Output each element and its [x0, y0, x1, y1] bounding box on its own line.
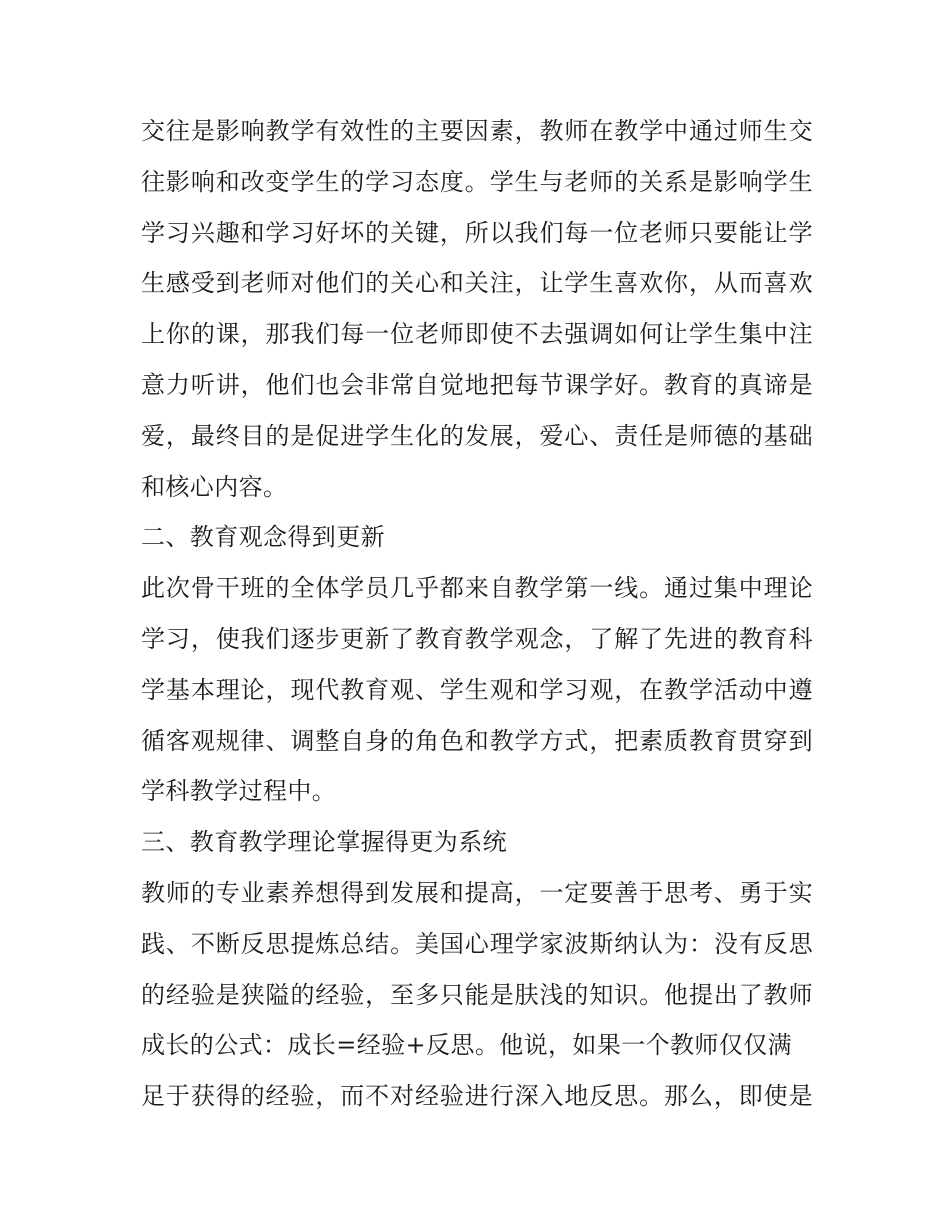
- text-line-14: 学科教学过程中。: [141, 777, 337, 806]
- text-line-7: 爱，最终目的是促进学生化的发展，爱心、责任是师德的基础: [141, 421, 813, 450]
- text-line-20: 足于获得的经验，而不对经验进行深入地反思。那么，即使是: [141, 1082, 813, 1111]
- text-line-5: 上你的课，那我们每一位老师即使不去强调如何让学生集中注: [141, 320, 813, 349]
- text-line-16: 教师的专业素养想得到发展和提高，一定要善于思考、勇于实: [141, 878, 813, 907]
- text-line-19: 成长的公式：成长=经验+反思。他说，如果一个教师仅仅满: [141, 1031, 793, 1060]
- text-line-12: 学基本理论，现代教育观、学生观和学习观，在教学活动中遵: [141, 675, 813, 704]
- text-line-11: 学习，使我们逐步更新了教育教学观念，了解了先进的教育科: [141, 624, 813, 653]
- text-line-8: 和核心内容。: [141, 472, 288, 501]
- text-line-1: 交往是影响教学有效性的主要因素，教师在教学中通过师生交: [141, 117, 813, 145]
- section-heading-2: 二、教育观念得到更新: [141, 523, 385, 552]
- text-line-18: 的经验是狭隘的经验，至多只能是肤浅的知识。他提出了教师: [141, 980, 813, 1009]
- text-line-4: 生感受到老师对他们的关心和关注，让学生喜欢你，从而喜欢: [141, 269, 813, 298]
- text-line-3: 学习兴趣和学习好坏的关键，所以我们每一位老师只要能让学: [141, 218, 813, 247]
- text-line-13: 循客观规律、调整自身的角色和教学方式，把素质教育贯穿到: [141, 726, 813, 755]
- section-heading-3: 三、教育教学理论掌握得更为系统: [141, 828, 507, 857]
- text-line-10: 此次骨干班的全体学员几乎都来自教学第一线。通过集中理论: [141, 574, 813, 603]
- text-line-17: 践、不断反思提炼总结。美国心理学家波斯纳认为：没有反思: [141, 929, 813, 958]
- text-line-2: 往影响和改变学生的学习态度。学生与老师的关系是影响学生: [141, 167, 813, 196]
- text-line-6: 意力听讲，他们也会非常自觉地把每节课学好。教育的真谛是: [141, 370, 813, 399]
- body-text: [141, 106, 813, 1122]
